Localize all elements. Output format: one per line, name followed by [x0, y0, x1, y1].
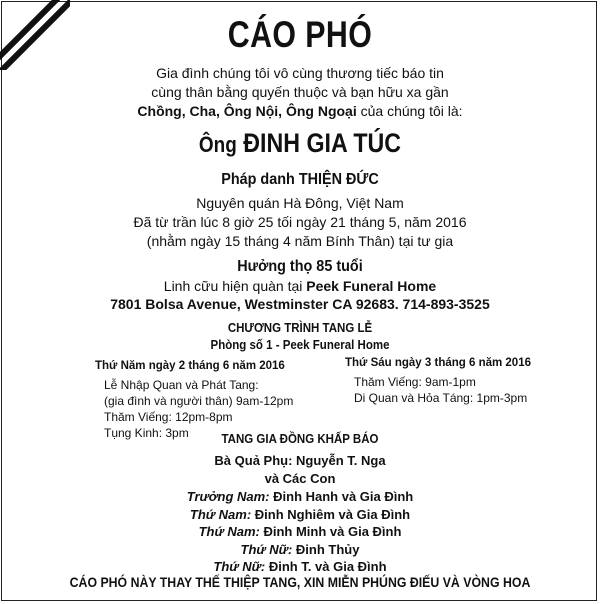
- location-prefix: Linh cữu hiện quàn tại: [163, 278, 307, 294]
- relations-text: Chồng, Cha, Ông Nội, Ông Ngoại: [137, 103, 357, 119]
- member-role: Thứ Nam:: [198, 524, 260, 539]
- age-line: Hưởng thọ 85 tuổi: [237, 258, 363, 275]
- intro-line-3-rest: của chúng tôi là:: [356, 103, 463, 119]
- day-2-item: Di Quan và Hỏa Táng: 1pm-3pm: [354, 391, 528, 405]
- lunar-date-line: (nhằm ngày 15 tháng 4 năm Bính Thân) tại tư gia: [146, 233, 454, 249]
- member-name: Đinh Nghiêm và Gia Đình: [251, 506, 411, 522]
- intro-line-1: Gia đình chúng tôi vô cùng thương tiếc báo tin: [156, 65, 444, 81]
- member-role: Trưởng Nam:: [186, 489, 270, 504]
- program-room: Phòng số 1 - Peek Funeral Home: [210, 338, 390, 352]
- member-role: Thứ Nữ:: [240, 541, 293, 557]
- location-line: [0, 277, 600, 295]
- widow-line: Bà Quả Phụ: Nguyễn T. Nga: [214, 453, 386, 468]
- funeral-home-name: Peek Funeral Home: [306, 278, 437, 294]
- day-1-item: Lễ Nhập Quan và Phát Tang:: [104, 378, 259, 392]
- member-name: Đinh T. và Gia Đình: [265, 559, 387, 574]
- day-2-heading: Thứ Sáu ngày 3 tháng 6 năm 2016: [345, 357, 531, 369]
- children-line: và Các Con: [264, 471, 336, 486]
- schedule-day-2: [345, 355, 531, 406]
- member-role: Thứ Nam:: [189, 506, 252, 522]
- member-name: Đinh Minh và Gia Đình: [259, 524, 402, 539]
- intro-line-3: [0, 102, 600, 120]
- passed-line: Đã từ trần lúc 8 giờ 25 tối ngày 21 tháng 5, năm 2016: [133, 214, 467, 230]
- day-1-item: (gia đình và người thân) 9am-12pm: [104, 394, 294, 408]
- day-1-heading: Thứ Năm ngày 2 tháng 6 năm 2016: [95, 360, 285, 372]
- day-1-item: Tụng Kinh: 3pm: [104, 426, 189, 440]
- deceased-name: [42, 128, 558, 159]
- address-line: 7801 Bolsa Avenue, Westminster CA 92683. 714-893-3525: [110, 296, 490, 312]
- family-member: [0, 487, 600, 506]
- day-2-item: Thăm Viếng: 9am-1pm: [354, 375, 476, 389]
- member-name: Đinh Thủy: [292, 541, 360, 557]
- page-title: CÁO PHÓ: [227, 14, 373, 55]
- name-text: ĐINH GIA TÚC: [243, 128, 402, 158]
- footer-note: CÁO PHÓ NÀY THAY THẾ THIỆP TANG, XIN MIỄN PHÚNG ĐIẾU VÀ VÒNG HOA: [69, 574, 531, 590]
- schedule-day-1: [95, 358, 293, 441]
- family-heading: TANG GIA ĐỒNG KHẤP BÁO: [221, 432, 379, 446]
- member-role: Thứ Nữ:: [213, 559, 266, 574]
- intro-line-2: cùng thân bằng quyến thuộc và bạn hữu xa gần: [151, 84, 449, 100]
- member-name: Đinh Hanh và Gia Đình: [269, 489, 414, 504]
- family-member: [0, 540, 600, 559]
- day-1-item: Thăm Viếng: 12pm-8pm: [104, 410, 233, 424]
- family-member: [0, 505, 600, 524]
- program-heading: CHƯƠNG TRÌNH TANG LỄ: [227, 321, 373, 335]
- origin-line: Nguyên quán Hà Đông, Việt Nam: [196, 195, 404, 211]
- family-member: [0, 522, 600, 541]
- dharma-name: Pháp danh THIỆN ĐỨC: [221, 171, 379, 188]
- name-prefix: Ông: [198, 132, 237, 157]
